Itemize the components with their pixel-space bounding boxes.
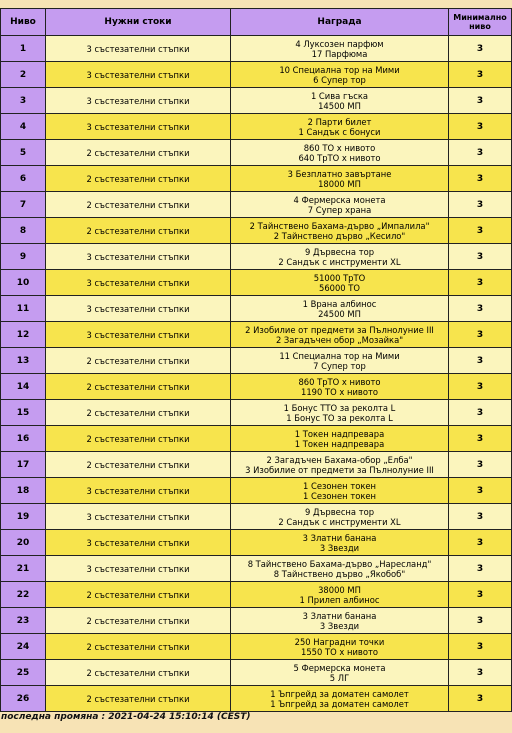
table-row xyxy=(1,530,512,556)
header-required-goods: Нужни стоки xyxy=(46,9,231,36)
level-cell: 25 xyxy=(1,660,46,686)
reward-cell xyxy=(231,686,449,712)
header-reward: Награда xyxy=(231,9,449,36)
required-goods-cell: 2 състезателни стъпки xyxy=(46,608,231,634)
reward-line: 2 Загадъчен обор „Мозайка" xyxy=(275,334,404,345)
level-cell: 24 xyxy=(1,634,46,660)
header-min-level xyxy=(449,9,512,36)
reward-cell xyxy=(231,348,449,374)
level-cell: 21 xyxy=(1,556,46,582)
required-goods-cell: 2 състезателни стъпки xyxy=(46,166,231,192)
reward-line: 1 Бонус ТО за реколта L xyxy=(286,412,393,423)
table-row xyxy=(1,140,512,166)
level-cell: 14 xyxy=(1,374,46,400)
reward-line: 1 Сива гъска xyxy=(310,90,369,101)
reward-cell xyxy=(231,608,449,634)
level-cell: 19 xyxy=(1,504,46,530)
min-level-cell: 3 xyxy=(449,296,512,322)
required-goods-cell: 3 състезателни стъпки xyxy=(46,36,231,62)
reward-line: 5 Фермерска монета xyxy=(293,662,386,673)
table-row xyxy=(1,270,512,296)
min-level-cell: 3 xyxy=(449,478,512,504)
reward-line: 7 Супер храна xyxy=(307,204,372,215)
table-row xyxy=(1,296,512,322)
min-level-cell: 3 xyxy=(449,452,512,478)
reward-cell xyxy=(231,166,449,192)
reward-line: 4 Луксозен парфюм xyxy=(295,38,384,49)
required-goods-cell: 2 състезателни стъпки xyxy=(46,426,231,452)
table-row xyxy=(1,374,512,400)
reward-line: 1 Токен надпревара xyxy=(294,428,385,439)
reward-cell xyxy=(231,270,449,296)
reward-line: 2 Изобилие от предмети за Пълнолуние III xyxy=(245,324,434,335)
reward-cell xyxy=(231,192,449,218)
required-goods-cell: 2 състезателни стъпки xyxy=(46,348,231,374)
reward-cell xyxy=(231,88,449,114)
level-cell: 4 xyxy=(1,114,46,140)
table-row xyxy=(1,582,512,608)
reward-line: 38000 МП xyxy=(318,584,361,595)
table-row xyxy=(1,608,512,634)
required-goods-cell: 3 състезателни стъпки xyxy=(46,114,231,140)
reward-line: 250 Наградни точки xyxy=(294,636,385,647)
min-level-cell: 3 xyxy=(449,348,512,374)
min-level-cell: 3 xyxy=(449,140,512,166)
reward-line: 1 Прилеп албинос xyxy=(299,594,380,605)
table-row xyxy=(1,218,512,244)
reward-line: 2 Парти билет xyxy=(307,116,372,127)
reward-cell xyxy=(231,62,449,88)
min-level-cell: 3 xyxy=(449,270,512,296)
level-cell: 15 xyxy=(1,400,46,426)
table-row xyxy=(1,62,512,88)
required-goods-cell: 3 състезателни стъпки xyxy=(46,322,231,348)
required-goods-cell: 3 състезателни стъпки xyxy=(46,88,231,114)
table-row xyxy=(1,192,512,218)
min-level-cell: 3 xyxy=(449,556,512,582)
reward-line: 56000 ТО xyxy=(318,282,360,293)
required-goods-cell: 3 състезателни стъпки xyxy=(46,478,231,504)
reward-cell xyxy=(231,36,449,62)
reward-cell xyxy=(231,530,449,556)
level-cell: 10 xyxy=(1,270,46,296)
required-goods-cell: 3 състезателни стъпки xyxy=(46,270,231,296)
required-goods-cell: 2 състезателни стъпки xyxy=(46,660,231,686)
min-level-cell: 3 xyxy=(449,426,512,452)
level-cell: 22 xyxy=(1,582,46,608)
reward-line: 640 ТрТО x нивото xyxy=(298,152,381,163)
table-row xyxy=(1,478,512,504)
table-row xyxy=(1,504,512,530)
reward-line: 8 Тайнствено Бахама-дърво „Наресланд" xyxy=(247,558,432,569)
reward-line: 1 Сандък с бонуси xyxy=(298,126,381,137)
table-row xyxy=(1,166,512,192)
reward-line: 1190 ТО x нивото xyxy=(301,386,378,397)
min-level-cell: 3 xyxy=(449,530,512,556)
level-cell: 2 xyxy=(1,62,46,88)
reward-line: 9 Дървесна тор xyxy=(304,506,375,517)
reward-line: 3 Безплатно завъртане xyxy=(287,168,392,179)
reward-line: 14500 МП xyxy=(318,100,361,111)
min-level-cell: 3 xyxy=(449,62,512,88)
table-row xyxy=(1,322,512,348)
reward-line: 1 Сезонен токен xyxy=(302,490,377,501)
level-cell: 18 xyxy=(1,478,46,504)
table-row xyxy=(1,36,512,62)
min-level-cell: 3 xyxy=(449,608,512,634)
table-row xyxy=(1,556,512,582)
reward-line: 5 ЛГ xyxy=(329,672,350,683)
required-goods-cell: 3 състезателни стъпки xyxy=(46,556,231,582)
reward-cell xyxy=(231,140,449,166)
table-row xyxy=(1,348,512,374)
level-cell: 3 xyxy=(1,88,46,114)
level-cell: 1 xyxy=(1,36,46,62)
reward-line: 3 Изобилие от предмети за Пълнолуние III xyxy=(245,464,434,475)
reward-line: 3 Звезди xyxy=(319,620,360,631)
reward-line: 11 Специална тор на Мими xyxy=(279,350,400,361)
required-goods-cell: 3 състезателни стъпки xyxy=(46,296,231,322)
table-row xyxy=(1,660,512,686)
level-cell: 16 xyxy=(1,426,46,452)
table-row xyxy=(1,400,512,426)
reward-line: 6 Супер тор xyxy=(313,74,366,85)
table-header-row xyxy=(1,9,512,36)
reward-cell xyxy=(231,556,449,582)
level-cell: 20 xyxy=(1,530,46,556)
required-goods-cell: 2 състезателни стъпки xyxy=(46,686,231,712)
reward-line: 24500 МП xyxy=(318,308,361,319)
table-row xyxy=(1,634,512,660)
level-cell: 17 xyxy=(1,452,46,478)
required-goods-cell: 3 състезателни стъпки xyxy=(46,504,231,530)
min-level-cell: 3 xyxy=(449,322,512,348)
min-level-cell: 3 xyxy=(449,634,512,660)
reward-line: 1 Сезонен токен xyxy=(302,480,377,491)
last-modified-note: последна промяна : 2021-04-24 15:10:14 (CEST) xyxy=(1,712,251,722)
reward-line: 51000 ТрТО xyxy=(313,272,366,283)
table-row xyxy=(1,452,512,478)
min-level-cell: 3 xyxy=(449,36,512,62)
min-level-cell: 3 xyxy=(449,192,512,218)
required-goods-cell: 2 състезателни стъпки xyxy=(46,400,231,426)
header-level: Ниво xyxy=(1,9,46,36)
level-cell: 8 xyxy=(1,218,46,244)
level-cell: 6 xyxy=(1,166,46,192)
level-cell: 9 xyxy=(1,244,46,270)
reward-line: 2 Сандък с инструменти XL xyxy=(278,516,401,527)
reward-line: 3 Златни банана xyxy=(302,532,377,543)
min-level-cell: 3 xyxy=(449,660,512,686)
reward-line: 1 Бонус ТТО за реколта L xyxy=(283,402,396,413)
table-row xyxy=(1,426,512,452)
reward-line: 2 Загадъчен Бахама-обор „Елба" xyxy=(266,454,413,465)
level-cell: 7 xyxy=(1,192,46,218)
reward-cell xyxy=(231,634,449,660)
level-cell: 11 xyxy=(1,296,46,322)
required-goods-cell: 3 състезателни стъпки xyxy=(46,244,231,270)
reward-cell xyxy=(231,296,449,322)
required-goods-cell: 3 състезателни стъпки xyxy=(46,62,231,88)
reward-line: 7 Супер тор xyxy=(313,360,366,371)
min-level-cell: 3 xyxy=(449,218,512,244)
level-cell: 26 xyxy=(1,686,46,712)
header-min-level-line1: Минимално xyxy=(453,13,507,22)
required-goods-cell: 2 състезателни стъпки xyxy=(46,192,231,218)
reward-line: 3 Звезди xyxy=(319,542,360,553)
min-level-cell: 3 xyxy=(449,400,512,426)
required-goods-cell: 2 състезателни стъпки xyxy=(46,374,231,400)
table-row xyxy=(1,88,512,114)
table-row xyxy=(1,686,512,712)
reward-line: 18000 МП xyxy=(318,178,361,189)
reward-cell xyxy=(231,400,449,426)
reward-cell xyxy=(231,114,449,140)
reward-line: 17 Парфюма xyxy=(311,48,368,59)
reward-line: 2 Тайнствено дърво „Кесило" xyxy=(273,230,406,241)
reward-cell xyxy=(231,244,449,270)
min-level-cell: 3 xyxy=(449,114,512,140)
required-goods-cell: 2 състезателни стъпки xyxy=(46,634,231,660)
levels-table xyxy=(0,8,512,712)
min-level-cell: 3 xyxy=(449,374,512,400)
min-level-cell: 3 xyxy=(449,504,512,530)
reward-cell xyxy=(231,374,449,400)
min-level-cell: 3 xyxy=(449,166,512,192)
reward-cell xyxy=(231,660,449,686)
reward-line: 1 Токен надпревара xyxy=(294,438,385,449)
required-goods-cell: 2 състезателни стъпки xyxy=(46,452,231,478)
min-level-cell: 3 xyxy=(449,88,512,114)
level-cell: 5 xyxy=(1,140,46,166)
reward-line: 4 Фермерска монета xyxy=(293,194,386,205)
reward-cell xyxy=(231,426,449,452)
min-level-cell: 3 xyxy=(449,582,512,608)
required-goods-cell: 2 състезателни стъпки xyxy=(46,582,231,608)
reward-line: 1 Ъпгрейд за доматен самолет xyxy=(270,698,409,709)
reward-line: 1 Врана албинос xyxy=(302,298,377,309)
reward-cell xyxy=(231,478,449,504)
level-cell: 13 xyxy=(1,348,46,374)
reward-cell xyxy=(231,322,449,348)
required-goods-cell: 2 състезателни стъпки xyxy=(46,218,231,244)
reward-line: 860 ТО x нивото xyxy=(303,142,376,153)
reward-line: 9 Дървесна тор xyxy=(304,246,375,257)
min-level-cell: 3 xyxy=(449,686,512,712)
reward-cell xyxy=(231,504,449,530)
reward-line: 1550 ТО x нивото xyxy=(301,646,378,657)
reward-line: 10 Специална тор на Мими xyxy=(279,64,400,75)
reward-line: 1 Ъпгрейд за доматен самолет xyxy=(270,688,409,699)
level-cell: 12 xyxy=(1,322,46,348)
header-min-level-line2: ниво xyxy=(469,22,491,31)
required-goods-cell: 3 състезателни стъпки xyxy=(46,530,231,556)
level-cell: 23 xyxy=(1,608,46,634)
reward-cell xyxy=(231,452,449,478)
reward-line: 2 Сандък с инструменти XL xyxy=(278,256,401,267)
reward-line: 8 Тайнствено дърво „Якобоб" xyxy=(273,568,406,579)
reward-line: 3 Златни банана xyxy=(302,610,377,621)
min-level-cell: 3 xyxy=(449,244,512,270)
table-row xyxy=(1,114,512,140)
reward-cell xyxy=(231,218,449,244)
reward-line: 860 ТрТО x нивото xyxy=(298,376,381,387)
reward-line: 2 Тайнствено Бахама-дърво „Импалила" xyxy=(249,220,430,231)
table-row xyxy=(1,244,512,270)
required-goods-cell: 2 състезателни стъпки xyxy=(46,140,231,166)
reward-cell xyxy=(231,582,449,608)
